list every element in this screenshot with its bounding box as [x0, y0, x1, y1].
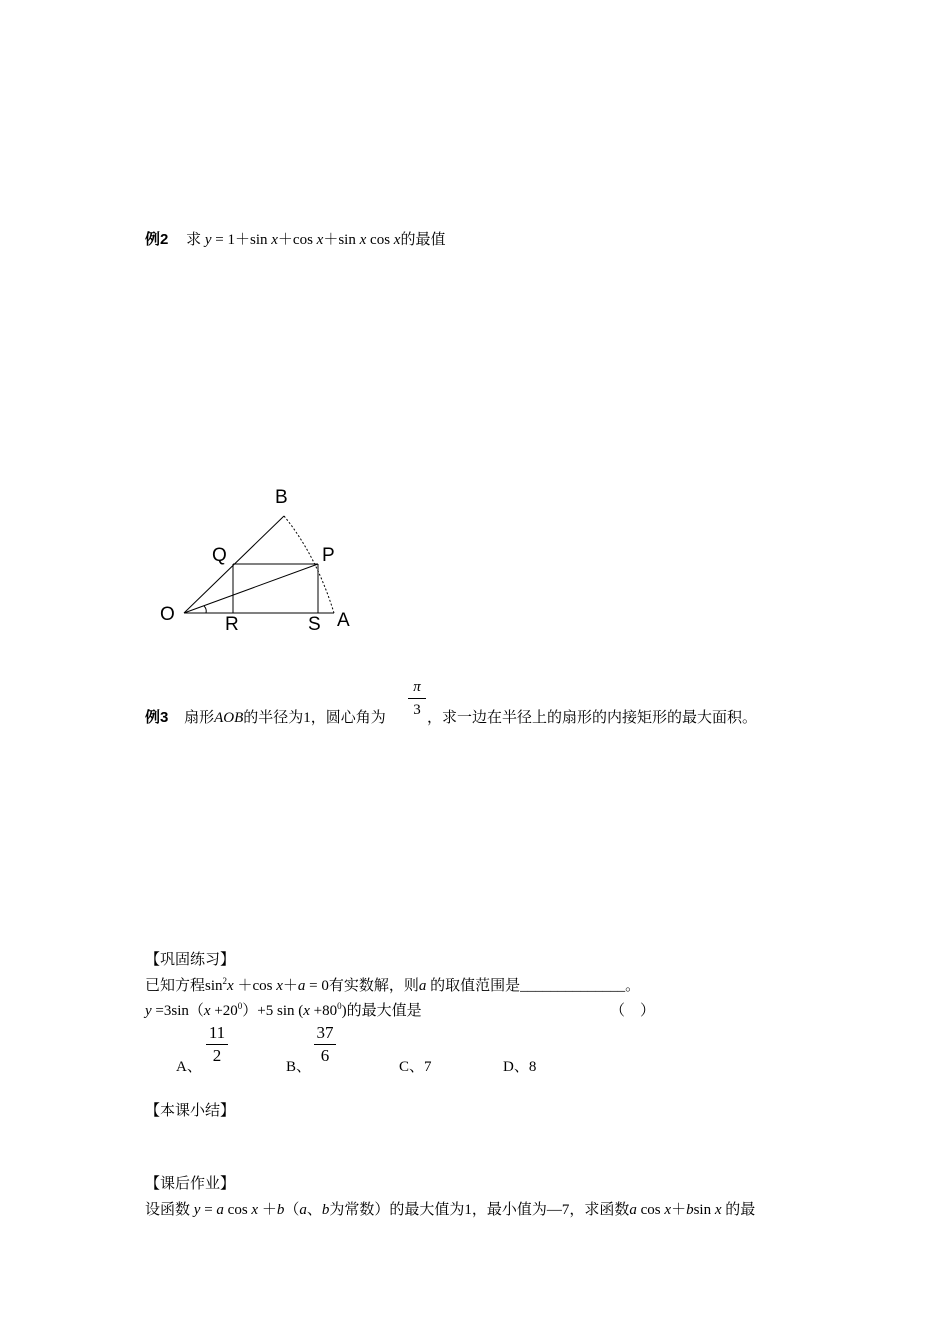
label-P: P: [322, 545, 335, 566]
example3-label: 例3: [145, 709, 169, 726]
label-S: S: [308, 614, 321, 635]
summary-heading: 【本课小结】: [145, 1103, 236, 1119]
label-R: R: [225, 614, 239, 635]
homework-heading: 【课后作业】: [145, 1176, 236, 1192]
label-O: O: [160, 604, 175, 625]
example3-line: [145, 706, 386, 727]
fraction-bar: [206, 1044, 228, 1045]
option-B-fraction: 37 6: [314, 1023, 336, 1066]
label-A: A: [337, 610, 350, 631]
option-A-fraction: 11 2: [206, 1023, 228, 1066]
answer-parentheses: （ ）: [610, 1003, 656, 1019]
example3-fraction: [408, 677, 426, 720]
option-B-label: B、: [286, 1059, 312, 1075]
practice-question-2: $y =3\sin(x +20^0)+5$ $\sin (x +80^0)$的最大值是: [145, 1001, 422, 1019]
example2-label: 例2: [145, 231, 169, 248]
option-A-label: A、: [176, 1059, 202, 1075]
label-B: B: [275, 487, 288, 508]
option-D: D、8: [503, 1059, 537, 1075]
practice-heading: 【巩固练习】: [145, 952, 236, 968]
segment-OP: [184, 564, 318, 613]
label-Q: Q: [212, 545, 227, 566]
homework-question: 设函数 y = a cos x ＋b（a、b为常数）的最大值为1，最小值为—7，求函数a cos x＋bsin x 的最: [145, 1202, 756, 1218]
example2-text: 求 y = 1＋sin x＋cos x＋sin x cos x的最值: [186, 232, 446, 248]
fraction-denominator: 3: [413, 702, 421, 718]
fraction-bar: [314, 1044, 336, 1045]
angle-mark: [204, 606, 206, 613]
example3-text-b: ，求一边在半径上的扇形的内接矩形的最大面积。: [427, 710, 758, 726]
option-C: C、7: [399, 1059, 432, 1075]
example3-text-a: 扇形AOB的半径为1，圆心角为: [184, 710, 386, 726]
practice-question-1: 已知方程$\sin^2x +\cos$ x＋a = 0有实数解，则a 的取值范围是______________。: [145, 976, 641, 994]
fraction-numerator: π: [413, 679, 421, 695]
fraction-bar: [408, 698, 426, 699]
